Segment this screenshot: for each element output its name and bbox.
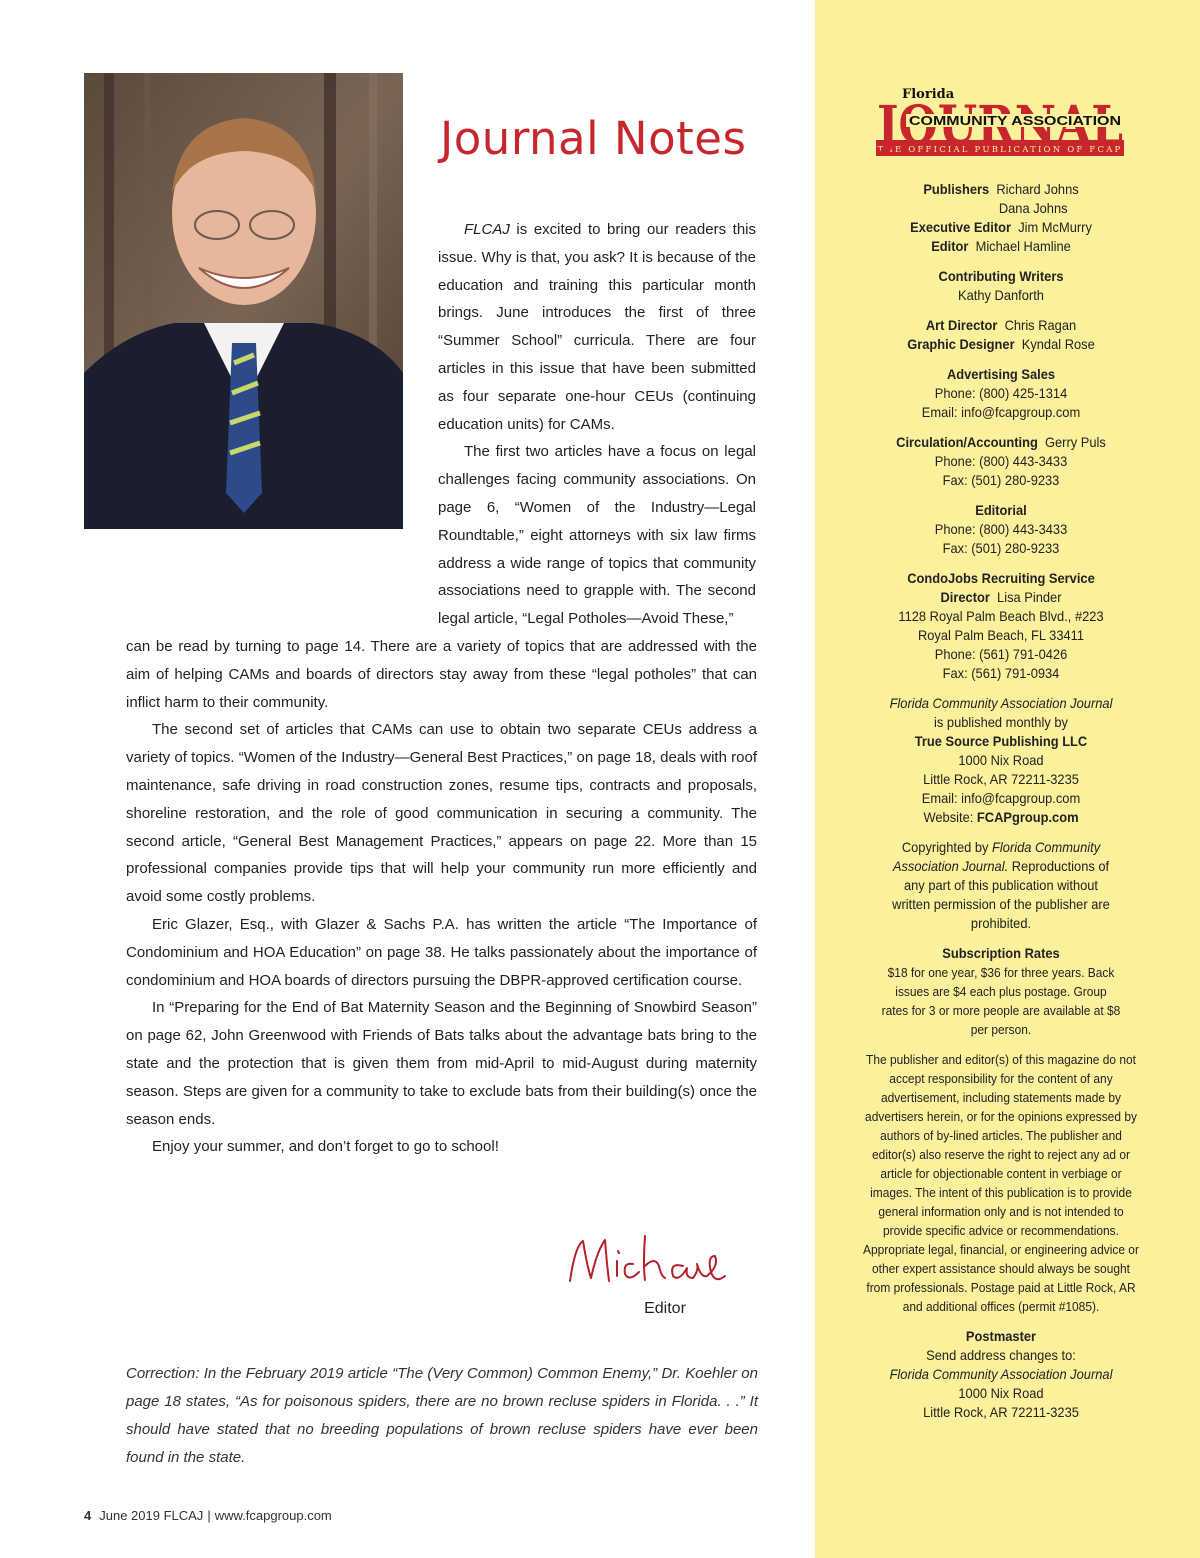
masthead-publisher-info: Florida Community Association Journal is published monthly by True Source Publishing LLC 1000 Nix Road Little Rock, AR 72211-3235 Email: info@fcapgroup.com Website: FCAPgroup.com xyxy=(889,695,1113,825)
article-paragraph-1: FLCAJ is excited to bring our readers this issue. Why is that, you ask? It is because of the education and training this particular month brings. June introduces the first of three “Summer School” curricula. There are four articles in this issue that have been submitted as four separate one-hour CEUs (continuing education units) for CAMs. xyxy=(438,221,756,433)
editor-photo xyxy=(84,73,403,529)
article-column-narrow xyxy=(438,216,756,633)
footer-separator: | xyxy=(207,1508,211,1523)
masthead-advertising: Advertising Sales Phone: (800) 425-1314 Email: info@fcapgroup.com xyxy=(921,366,1081,420)
article-paragraph-2a: The first two articles have a focus on legal challenges facing community associations. On page 6, “Women of the Industry—Legal Roundtable,” eight attorneys with six law firms address a wide range of topics that community associations need to grapple with. The second legal article, “Legal Potholes—Avoid These,” xyxy=(438,443,756,628)
masthead-copyright: Copyrighted by Florida Community Association Journal. Reproductions of any part of this publication without written permission of the publisher are prohibited. xyxy=(892,839,1110,931)
svg-text:THE OFFICIAL PUBLICATION OF FC: THE OFFICIAL PUBLICATION OF FCAP xyxy=(877,145,1123,155)
editor-signature xyxy=(565,1226,730,1296)
masthead-editorial: Editorial Phone: (800) 443-3433 Fax: (501) 280-9233 xyxy=(934,502,1068,556)
article-paragraph-5: In “Preparing for the End of Bat Maternity Season and the Beginning of Snowbird Season” on page 62, John Greenwood with Friends of Bats talks about the advantage bats bring to the state and the protection that is given them from mid-April to mid-August during maternity season. Steps are given for a community to take to exclude bats from their building(s) once the season ends. xyxy=(126,999,757,1128)
masthead-subscription: Subscription Rates $18 for one year, $36 for three years. Back issues are $4 each plus postage. Group rates for 3 or more people are available at $8 per person. xyxy=(881,945,1121,1037)
svg-text:COMMUNITY ASSOCIATION: COMMUNITY ASSOCIATION xyxy=(909,114,1121,128)
issue-label: June 2019 FLCAJ xyxy=(99,1508,204,1523)
masthead-art: Art Director Chris Ragan Graphic Designer Kyndal Rose xyxy=(907,317,1095,352)
masthead-writers: Contributing Writers Kathy Danforth xyxy=(938,268,1064,303)
page-footer xyxy=(84,1508,332,1523)
svg-text:Florida: Florida xyxy=(902,87,955,102)
article-paragraph-4: Eric Glazer, Esq., with Glazer & Sachs P.A. has written the article “The Importance of Condominium and HOA Education” on page 38. He talks passionately about the importance of condominium and HOA boards of directors pursuing the DBPR-approved certification course. xyxy=(126,915,757,989)
masthead-credits xyxy=(853,180,1149,1433)
publication-abbrev: FLCAJ xyxy=(464,221,510,238)
article-paragraph-6: Enjoy your summer, and don’t forget to go to school! xyxy=(152,1138,499,1156)
masthead-condojobs: CondoJobs Recruiting Service Director Lisa Pinder 1128 Royal Palm Beach Blvd., #223 Royal Palm Beach, FL 33411 Phone: (561) 791-0426 Fax: (561) 791-0934 xyxy=(898,570,1104,681)
page-number: 4 xyxy=(84,1508,92,1523)
masthead-website-link[interactable]: FCAPgroup.com xyxy=(976,809,1079,825)
masthead-publishers: Publishers Richard Johns Dana Johns Executive Editor Jim McMurry Editor Michael Hamline xyxy=(910,181,1092,254)
masthead-disclaimer: The publisher and editor(s) of this magazine do not accept responsibility for the content of any advertisement, including statements made by advertisers herein, or for the opinions expressed by authors of by-lined articles. The publisher and editor(s) also reserve the right to reject any ad or article for objectionable content in verbiage or images. The intent of this publication is to provide general information only and is not intended to provide specific advice or recommendations. Appropriate legal, financial, or engineering advice or other expert assistance should always be sought from professionals. Postage paid at Little Rock, AR and additional offices (permit #1085). xyxy=(863,1052,1139,1314)
correction-note: Correction: In the February 2019 article “The (Very Common) Common Enemy,” Dr. Koehler on page 18 states, “As for poisonous spiders, there are no brown recluse spiders in Florida. . .” It should have stated that no breeding populations of brown recluse spiders have ever been found in the state. xyxy=(126,1365,758,1466)
website-link[interactable]: www.fcapgroup.com xyxy=(214,1508,332,1523)
signature-title: Editor xyxy=(644,1300,686,1317)
masthead-circulation: Circulation/Accounting Gerry Puls Phone: (800) 443-3433 Fax: (501) 280-9233 xyxy=(896,434,1106,488)
article-paragraph-2b: can be read by turning to page 14. There are a variety of topics that are addressed with the aim of helping CAMs and boards of directors stay away from these “legal potholes” that can inflict harm to their community. xyxy=(126,638,757,711)
page-title: Journal Notes xyxy=(440,112,747,165)
masthead-postmaster: Postmaster Send address changes to: Florida Community Association Journal 1000 Nix Road Little Rock, AR 72211-3235 xyxy=(889,1328,1113,1420)
journal-logo xyxy=(876,83,1124,159)
article-paragraph-3: The second set of articles that CAMs can use to obtain two separate CEUs address a variety of topics. “Women of the Industry—General Best Practices,” on page 18, deals with roof maintenance, safe driving in road construction zones, resume tips, contracts and proposals, shoreline restoration, and the role of good communication in securing a community. The second article, “General Best Management Practices,” appears on page 22. More than 15 professional companies provide tips that will help your community run more efficiently and avoid some costly problems. xyxy=(126,721,757,906)
article-column-wide xyxy=(126,633,757,1161)
